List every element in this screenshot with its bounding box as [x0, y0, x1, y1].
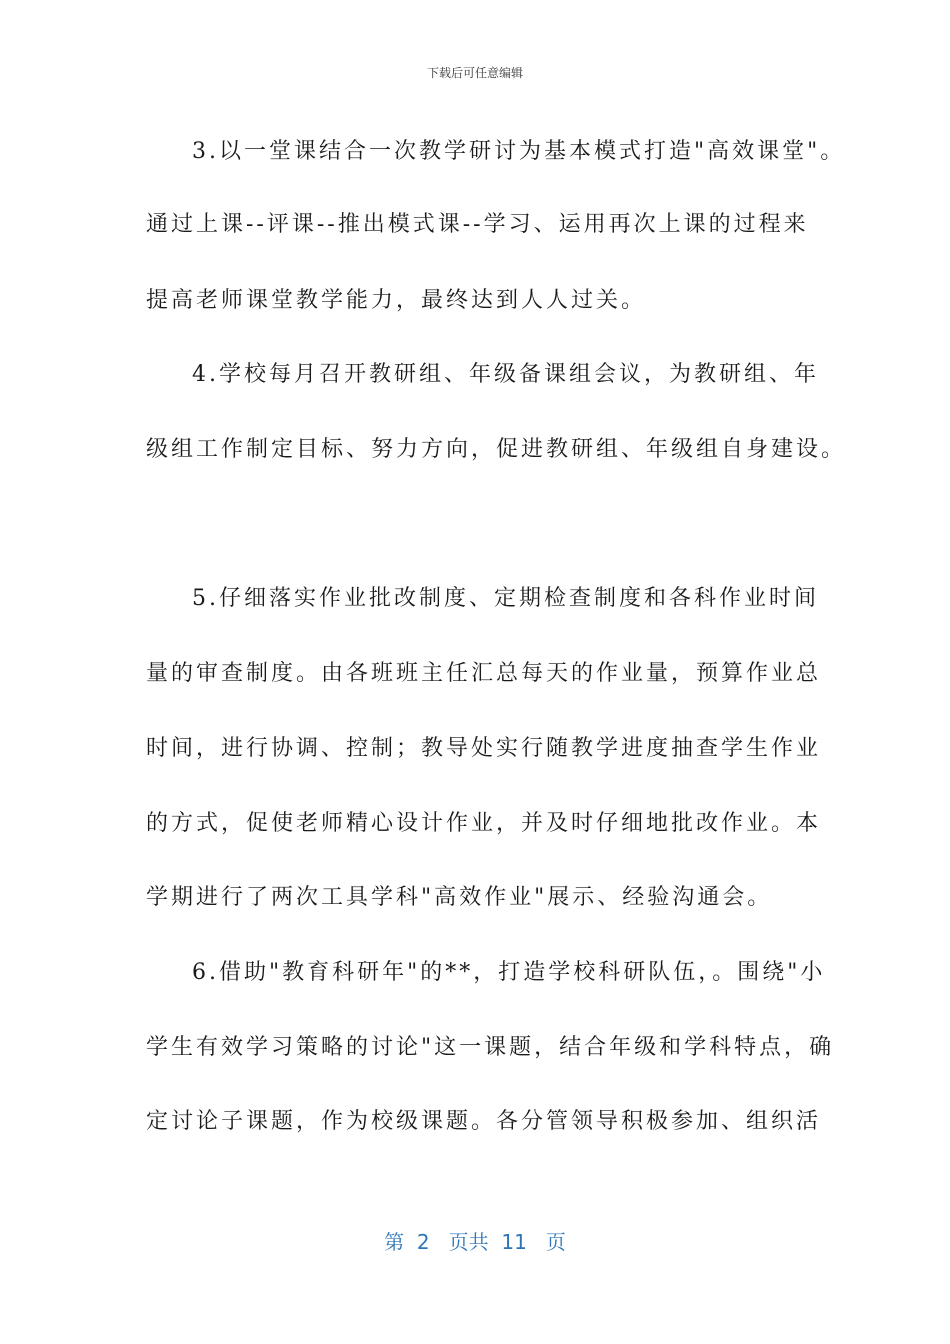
paragraph-line: 定讨论子课题，作为校级课题。各分管领导积极参加、组织活: [146, 1109, 822, 1134]
paragraph-line: 通过上课--评课--推出模式课--学习、运用再次上课的过程来: [146, 212, 809, 237]
paragraph-line: 3.以一堂课结合一次教学研讨为基本模式打造"高效课堂"。: [192, 139, 846, 164]
paragraph-line: 5.仔细落实作业批改制度、定期检查制度和各科作业时间: [192, 586, 819, 611]
paragraph-line: 学生有效学习策略的讨论"这一课题，结合年级和学科特点，确: [146, 1035, 835, 1060]
paragraph-line: 时间，进行协调、控制；教导处实行随教学进度抽查学生作业: [146, 736, 822, 761]
paragraph-line: 级组工作制定目标、努力方向，促进教研组、年级组自身建设。: [146, 437, 847, 462]
page-header: 下载后可任意编辑: [426, 66, 523, 80]
paragraph-line: 6.借助"教育科研年"的**，打造学校科研队伍，。围绕"小: [192, 960, 826, 985]
paragraph-line: 量的审查制度。由各班班主任汇总每天的作业量，预算作业总: [146, 661, 822, 686]
paragraph-line: 提高老师课堂教学能力，最终达到人人过关。: [146, 288, 647, 313]
paragraph-line: 的方式，促使老师精心设计作业，并及时仔细地批改作业。本: [146, 811, 822, 836]
paragraph-line: 4.学校每月召开教研组、年级备课组会议，为教研组、年: [192, 362, 819, 387]
paragraph-line: 学期进行了两次工具学科"高效作业"展示、经验沟通会。: [146, 885, 773, 910]
page-number-footer: 第 2 页共 11 页: [384, 1230, 566, 1254]
